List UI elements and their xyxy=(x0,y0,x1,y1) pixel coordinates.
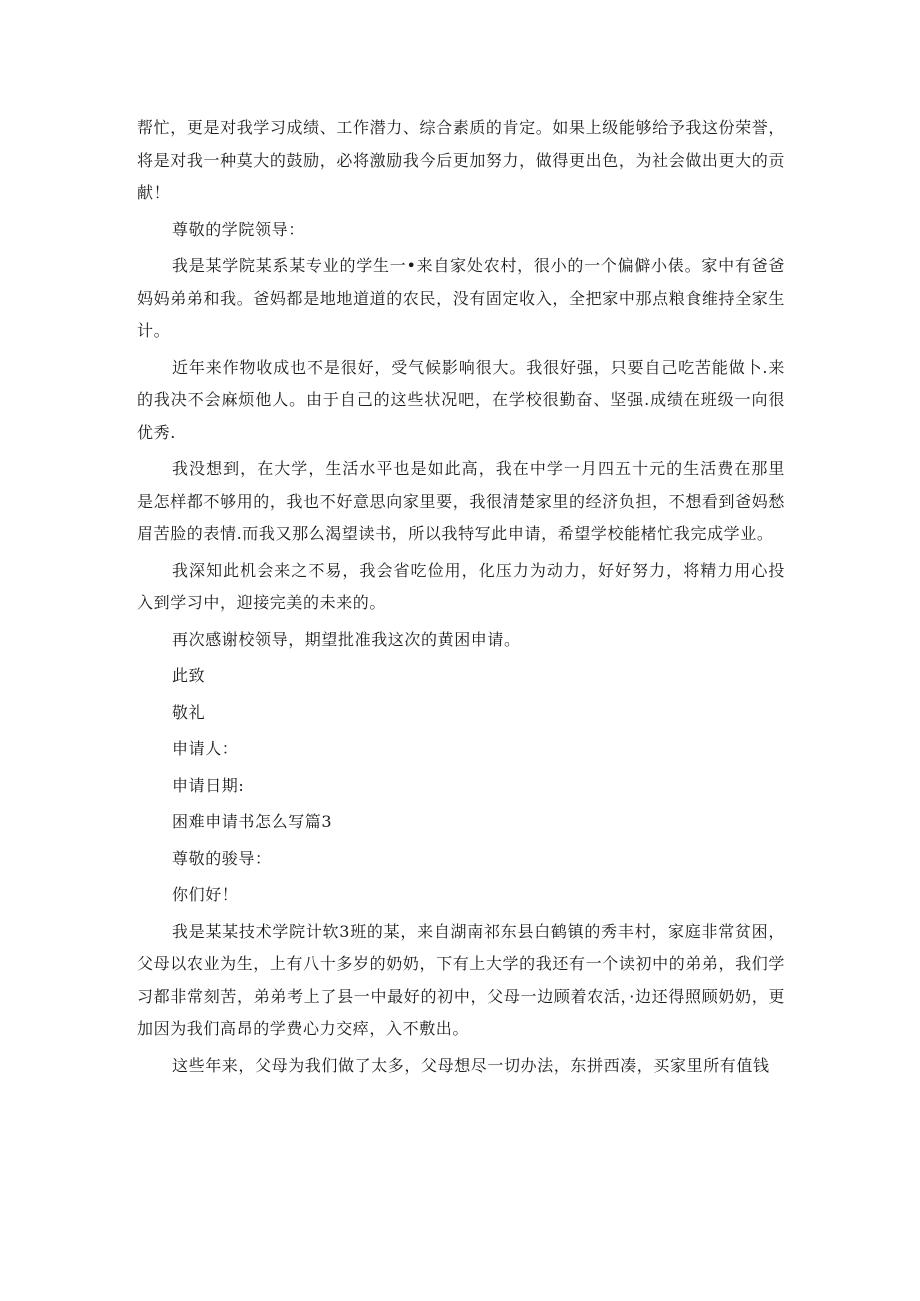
section-title: 困难申请书怎么写篇3 xyxy=(172,812,333,831)
salutation: 尊敬的学院领导： xyxy=(172,219,305,239)
paragraph: 近年来作物收成也不是很好，受气候影响很大。我很好强，只要自己吃苦能做卜.来的我决不会麻烦他人。由于自己的这些状况吧，在学校很勤奋、坚强.成绩在班级一向很优秀. xyxy=(137,357,785,442)
paragraph: 我没想到，在大学，生活水平也是如此高，我在中学一月四五十元的生活费在那里是怎样都不够用的，我也不好意思向家里要，我很清楚家里的经济负担，不想看到爸妈愁眉苦脸的表情.而我又那么渴望读书，所以我特写此申请，希望学校能楮忙我完成学业。 xyxy=(137,459,785,543)
paragraph: 帮忙，更是对我学习成绩、工作潜力、综合素质的肯定。如果上级能够给予我这份荣誉，将是对我一种莫大的鼓励，必将激励我今后更加努力，做得更出色，为社会做出更大的贡献！ xyxy=(137,118,785,202)
closing-line: 敬礼 xyxy=(172,702,206,722)
paragraph: 我是某某技术学院计软3班的某，来自湖南祁东县白鹤镇的秀丰村，家庭非常贫困，父母以农业为生，上有八十多岁的奶奶，下有上大学的我还有一个读初中的弟弟，我们学习都非常刻苦，弟弟考上了县一中最好的初中，父母一边顾着农活，·边还得照顾奶奶，更加因为我们高昂的学费心力交瘁，入不敷出。 xyxy=(137,921,785,1038)
paragraph: 我是某学院某系某专业的学生一•来自家处农村，很小的一个偏僻小俵。家中有爸爸妈妈弟弟和我。爸妈都是地地道道的农民，没有固定收入，全把家中那点粮食维持全家生计。 xyxy=(137,256,785,340)
paragraph: 再次感谢校领导，期望批准我这次的黄困申请。 xyxy=(172,629,521,649)
paragraph: 我深知此机会来之不易，我会省吃俭用，化压力为动力，好好努力，将精力用心投入到学习中，迎接完美的未来的。 xyxy=(137,560,785,612)
paragraph: 这些年来，父母为我们做了太多，父母想尽一切办法，东拼西凑，买家里所有值钱 xyxy=(172,1055,770,1075)
date-label: 申请日期: xyxy=(172,775,245,795)
closing-line: 此致 xyxy=(172,666,206,685)
applicant-label: 申请人： xyxy=(172,739,239,758)
salutation: 尊敬的骏导： xyxy=(172,848,272,868)
greeting: 你们好！ xyxy=(172,885,239,904)
document-body xyxy=(137,112,785,1086)
